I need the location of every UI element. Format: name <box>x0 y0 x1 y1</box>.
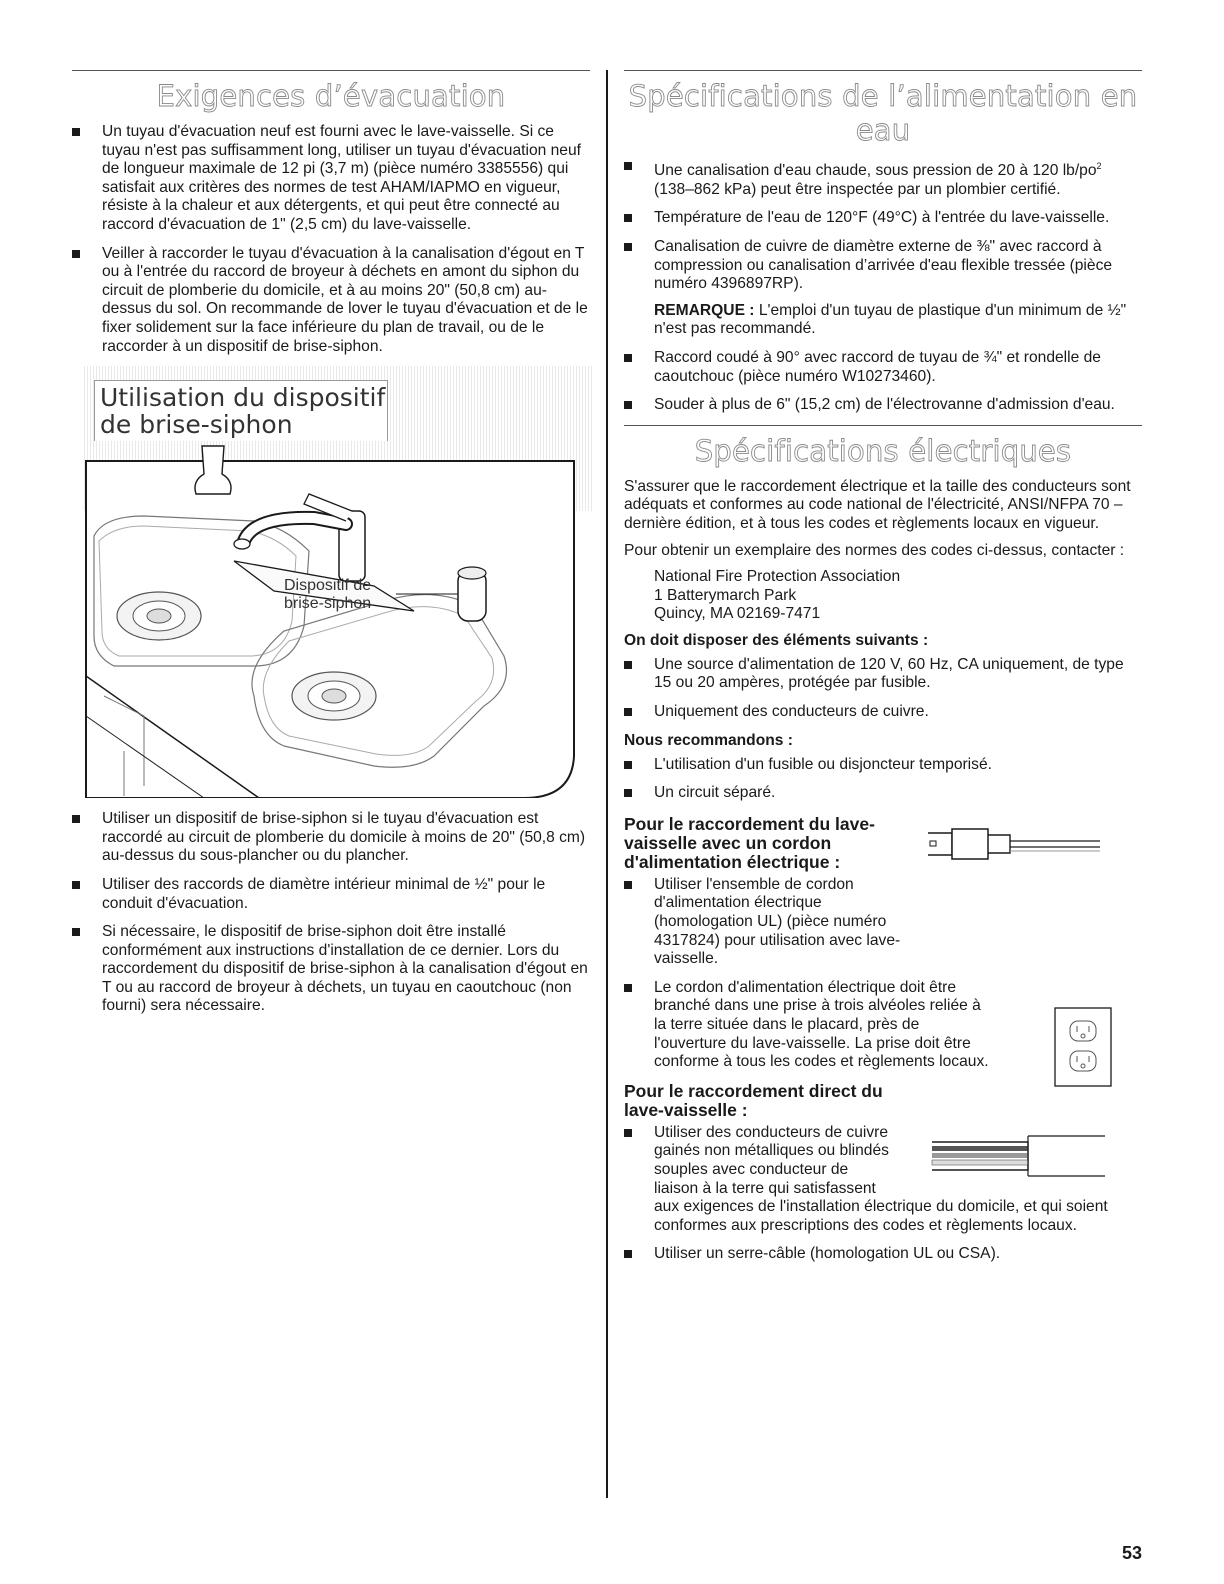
water-list <box>624 157 1142 294</box>
note <box>624 302 1142 339</box>
list-item-text: Le cordon d'alimentation électrique doit être branché dans une prise à trois alvéoles reliée à la terre située dans le placard, près de l'ouverture du lave-vaisselle. La prise doit être conforme à tous les codes et règlements locaux. <box>654 978 989 1071</box>
page-number: 53 <box>1121 1543 1142 1563</box>
list-item: Utiliser un dispositif de brise-siphon si le tuyau d'évacuation est raccordé au circuit de plomberie du domicile à moins de 20" (50,8 cm) au-dessus du sous-plancher ou du plancher. <box>72 810 590 866</box>
address-block <box>624 568 1142 624</box>
list-item: Température de l'eau de 120°F (49°C) à l'entrée du lave-vaisselle. <box>624 209 1142 228</box>
list-item: Un tuyau d'évacuation neuf est fourni avec le lave-vaisselle. Si ce tuyau n'est pas suffisamment long, utiliser un tuyau d'évacuation neuf de longueur maximale de 12 pi (3,7 m) (pièce numéro 3385556) qui satisfait aux critères des normes de test AHAM/IAPMO en vigueur, résiste à la chaleur et aux détergents, et qui peut être connecté au raccord d'évacuation de 1" (2,5 cm) du lave-vaisselle. <box>72 123 590 235</box>
section-title-water: Spécifications de l’alimentation en eau <box>628 79 1138 147</box>
column-divider <box>606 70 608 1498</box>
direct-list <box>624 1124 1142 1264</box>
direct-section <box>624 1082 1142 1264</box>
address-line: Quincy, MA 02169-7471 <box>654 605 821 623</box>
list-item <box>624 1124 1142 1236</box>
list-item-text: Utiliser l'ensemble de cordon d'alimentation électrique (homologation UL) (pièce numéro 4317824) pour utilisation avec lave-vaisselle. <box>654 875 901 968</box>
illustration-title-line1: Utilisation du dispositif <box>100 383 386 413</box>
list-item: L'utilisation d'un fusible ou disjoncteur temporisé. <box>624 756 1142 775</box>
air-gap-illustration <box>84 366 594 798</box>
callout-line1: Dispositif de <box>284 577 372 595</box>
list-item: Uniquement des conducteurs de cuivre. <box>624 703 1142 722</box>
plug-icon <box>920 821 1110 865</box>
subheading: Pour le raccordement du lave-vaisselle avec un cordon d'alimentation électrique : <box>624 813 875 872</box>
water-b1-text: Une canalisation d'eau chaude, sous pression de 20 à 120 lb/po <box>654 162 1097 180</box>
water-b1-text-cont: (138–862 kPa) peut être inspectée par un plombier certifié. <box>654 180 1061 198</box>
note-text: L'emploi d'un tuyau de plastique d'un minimum de ½" n'est pas recommandé. <box>654 301 1127 338</box>
note-label: REMARQUE : <box>654 301 755 319</box>
superscript: 2 <box>1096 161 1102 171</box>
section-rule <box>624 425 1142 426</box>
list-item <box>624 876 1142 969</box>
drain-list-bottom <box>72 810 590 1016</box>
subheading: Pour le raccordement direct du lave-vaisselle : <box>624 1080 883 1120</box>
outlet-icon <box>1054 1007 1112 1087</box>
recommend-list <box>624 756 1142 803</box>
address-line: National Fire Protection Association <box>654 568 901 586</box>
cord-section <box>624 815 1142 1072</box>
left-column <box>72 70 590 1026</box>
list-item: Souder à plus de 6" (15,2 cm) de l'électrovanne d'admission d'eau. <box>624 396 1142 415</box>
address-line: 1 Batterymarch Park <box>654 586 797 604</box>
list-item: Si nécessaire, le dispositif de brise-siphon doit être installé conformément aux instructions d'installation de ce dernier. Lors du raccordement du dispositif de brise-siphon à la canalisation d'égout en T ou au raccord de broyeur à déchets, un tuyau en caoutchouc (non fourni) sera nécessaire. <box>72 923 590 1016</box>
callout-line2: brise-siphon <box>284 595 372 613</box>
list-item: Utiliser des raccords de diamètre intérieur minimal de ½" pour le conduit d'évacuation. <box>72 876 590 913</box>
illustration-title-line2: de brise-siphon <box>100 410 293 440</box>
list-item: Utiliser un serre-câble (homologation UL ou CSA). <box>624 1245 1142 1264</box>
water-list-2 <box>624 349 1142 415</box>
right-column <box>624 70 1142 1274</box>
section-title-electrical: Spécifications électriques <box>694 433 1072 468</box>
paragraph: S'assurer que le raccordement électrique et la taille des conducteurs sont adéquats et conformes au code national de l'électricité, ANSI/NFPA 70 – dernière édition, et à tous les codes et règlements locaux en vigueur. <box>624 477 1131 532</box>
list-item <box>624 157 1142 199</box>
list-item: Canalisation de cuivre de diamètre externe de ⅜" avec raccord à compression ou canalisation d’arrivée d'eau flexible tressée (pièce numéro 4396897RP). <box>624 238 1142 294</box>
subheading: On doit disposer des éléments suivants : <box>624 631 929 649</box>
list-item-text: Utiliser des conducteurs de cuivre gainés non métalliques ou blindés souples avec conducteur de liaison à la terre qui satisfassent <box>654 1123 889 1197</box>
section-rule <box>72 70 590 71</box>
section-title-drain: Exigences d’évacuation <box>156 79 506 113</box>
illustration-title <box>100 384 385 438</box>
air-gap-callout <box>284 577 371 613</box>
drain-list <box>72 123 590 356</box>
list-item-text-cont: aux exigences de l'installation électrique du domicile, et qui soient conformes aux prescriptions des codes et règlements locaux. <box>654 1198 1108 1234</box>
subheading: Nous recommandons : <box>624 731 793 749</box>
section-rule <box>624 70 1142 71</box>
paragraph: Pour obtenir un exemplaire des normes des codes ci-dessus, contacter : <box>624 541 1125 559</box>
list-item: Raccord coudé à 90° avec raccord de tuyau de ¾" et rondelle de caoutchouc (pièce numéro W10273460). <box>624 349 1142 386</box>
list-item: Une source d'alimentation de 120 V, 60 Hz, CA uniquement, de type 15 ou 20 ampères, protégée par fusible. <box>624 656 1142 693</box>
list-item: Un circuit séparé. <box>624 784 1142 803</box>
need-list <box>624 656 1142 722</box>
list-item: Veiller à raccorder le tuyau d'évacuation à la canalisation d'égout en T ou à l'entrée du raccord de broyeur à déchets en amont du siphon du circuit de plomberie du domicile, et à au moins 20" (50,8 cm) au-dessus du sol. On recommande de lover le tuyau d'évacuation et de le fixer solidement sur la face inférieure du plan de travail, ou de le raccorder à un dispositif de brise-siphon. <box>72 245 590 357</box>
